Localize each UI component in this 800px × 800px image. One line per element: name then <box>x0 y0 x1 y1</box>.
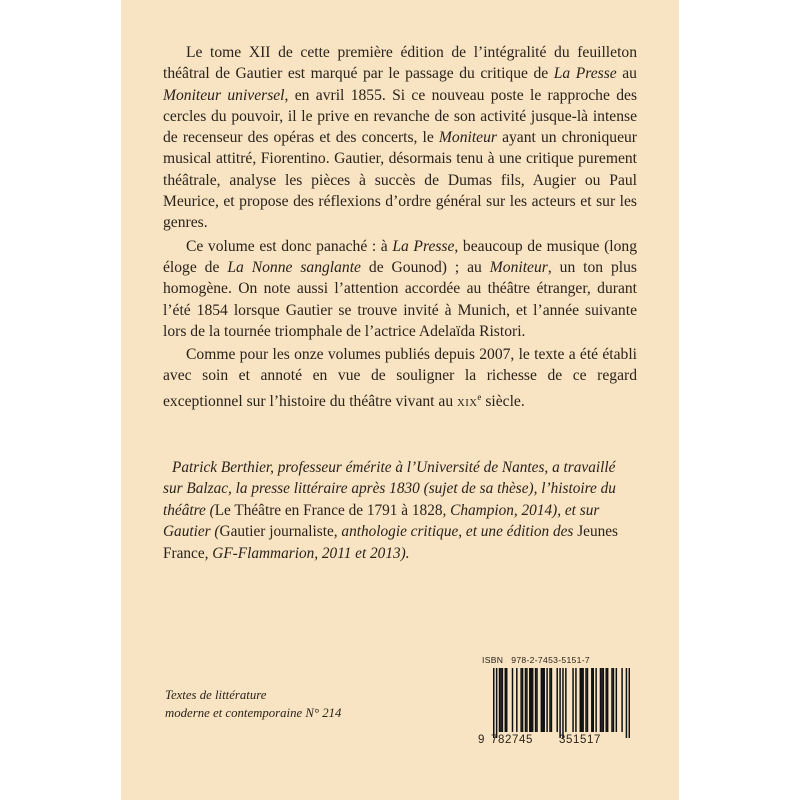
barcode-bar <box>499 668 500 732</box>
author-bio <box>163 457 637 564</box>
barcode-bar <box>493 668 494 738</box>
barcode-bar <box>580 668 581 732</box>
barcode-bar <box>526 668 527 732</box>
barcode-bar <box>582 668 583 732</box>
bio-text: , GF-Flammarion, 2011 et 2013). <box>204 544 410 562</box>
paragraph-text: Le tome XII de cette première édition de l’intégralité du feuilleton théâtral de Gautier est marqué par le passage du critique de <box>163 44 637 83</box>
barcode-bar <box>593 668 594 732</box>
barcode-bar <box>529 668 530 732</box>
barcode-bar <box>551 668 552 732</box>
barcode-bar <box>532 668 533 732</box>
series-info <box>165 686 341 722</box>
bio-text: Patrick Berthier, professeur émérite à l’Université de Nantes, a travaillé sur Balzac, la presse littéraire après 1830 (sujet de sa thèse), l’histoire du théâtre ( <box>163 459 616 519</box>
barcode-left-digits: 782745 <box>491 734 533 746</box>
barcode-bar <box>585 668 586 732</box>
barcode-bar <box>546 668 547 732</box>
barcode-bar <box>516 668 517 732</box>
paragraph-text: au <box>616 65 637 83</box>
series-line-2: moderne et contemporaine N° 214 <box>165 706 342 720</box>
barcode-bar <box>559 668 560 738</box>
barcode-lead-digit: 9 <box>478 734 485 746</box>
barcode-bar <box>565 668 566 732</box>
barcode-bars <box>493 668 630 738</box>
bio-paragraph <box>163 457 637 564</box>
century-numeral: XIX <box>457 396 478 409</box>
barcode-bar <box>502 668 503 732</box>
barcode-bar <box>512 668 513 732</box>
barcode-digits <box>478 734 638 746</box>
barcode-bar <box>587 668 588 732</box>
bio-text: , anthologie critique, et une édition des <box>333 523 578 541</box>
title-moniteur: Moniteur <box>438 129 497 147</box>
paragraph-text: Comme pour les onze volumes publiés depuis 2007, le texte a été établi avec soin et annoté en vue de souligner la richesse de ce regard exceptionnel sur l’histoire du théâtre vivant au <box>163 346 637 410</box>
isbn-label <box>482 655 590 665</box>
barcode-bar <box>581 668 582 732</box>
paragraph-text: , un ton plus homogène. On note aussi l’attention accordée au théâtre étranger, durant l’été 1854 lorsque Gautier se trouve invité à Munich, et l’année suivante lors de la tournée triomphale de l’actrice Adelaïda Ristori. <box>163 258 637 340</box>
barcode-bar <box>601 668 602 732</box>
bio-text: , Champion, 2014), et sur Gautier ( <box>163 501 600 541</box>
barcode-bar <box>616 668 617 732</box>
barcode-bar <box>543 668 544 732</box>
barcode-bar <box>496 668 497 738</box>
title-moniteur-universel: Moniteur universel <box>163 86 285 104</box>
paragraph-text: siècle. <box>481 392 525 410</box>
barcode-bar <box>629 668 630 738</box>
series-line-1: Textes de littérature <box>165 688 267 702</box>
barcode-bar <box>611 668 612 732</box>
title-moniteur: Moniteur <box>489 258 548 276</box>
bio-book-title: Jeunes France <box>163 523 619 562</box>
bio-book-title: Gautier journaliste <box>219 523 334 541</box>
title-la-nonne-sanglante: La Nonne sanglante <box>227 258 361 276</box>
barcode-bar <box>621 668 622 732</box>
paragraph-text: de Gounod) ; au <box>360 258 490 276</box>
isbn-number: 978-2-7453-5151-7 <box>511 655 590 665</box>
barcode-bar <box>541 668 542 732</box>
isbn-prefix: ISBN <box>482 655 504 665</box>
paragraph-text: Ce volume est donc panaché : à <box>186 237 393 255</box>
barcode-bar <box>603 668 604 732</box>
century-superscript: e <box>477 391 482 402</box>
barcode-bar <box>525 668 526 732</box>
barcode-bar <box>607 668 608 732</box>
bio-book-title: Le Théâtre en France de 1791 à 1828 <box>214 501 443 519</box>
barcode-bar <box>522 668 523 732</box>
paragraph-text: , beaucoup de musique (long éloge de <box>163 237 637 276</box>
barcode-bar <box>626 668 627 738</box>
paragraph-text: ayant un chroniqueur musical attitré, Fiorentino. Gautier, désormais tenu à une critique purement théâtrale, analyse les pièces à succès de Dumas fils, Augier ou Paul Meurice, et propose des réflexions d’ordre général sur les acteurs et sur les genres. <box>163 129 637 232</box>
paragraph-text: , en avril 1855. Si ce nouveau poste le rapproche des cercles du pouvoir, il le prive en revanche de son activité jusque-là intense de recenseur des opéras et des concerts, le <box>163 86 638 147</box>
paragraph-2 <box>163 236 637 342</box>
barcode-right-digits: 351517 <box>559 734 601 746</box>
barcode-bar <box>562 668 563 738</box>
barcode-bar <box>500 668 501 732</box>
paragraph-1 <box>163 42 637 234</box>
barcode-bar <box>605 668 606 732</box>
barcode-bar <box>595 668 596 732</box>
summary-text <box>163 42 637 414</box>
barcode-bar <box>549 668 550 732</box>
barcode-bar <box>591 668 592 732</box>
barcode-bar <box>506 668 507 732</box>
barcode-bar <box>530 668 531 732</box>
barcode-bar <box>520 668 521 732</box>
barcode-bar <box>613 668 614 732</box>
barcode <box>478 655 638 750</box>
barcode-bar <box>572 668 573 732</box>
paragraph-3 <box>163 344 637 414</box>
barcode-bar <box>535 668 536 732</box>
title-la-presse: La Presse <box>553 65 617 83</box>
barcode-bar <box>600 668 601 732</box>
barcode-bar <box>542 668 543 732</box>
title-la-presse: La Presse <box>392 237 455 255</box>
barcode-bar <box>556 668 557 732</box>
barcode-bar <box>505 668 506 732</box>
barcode-bar <box>536 668 537 732</box>
barcode-bar <box>575 668 576 732</box>
